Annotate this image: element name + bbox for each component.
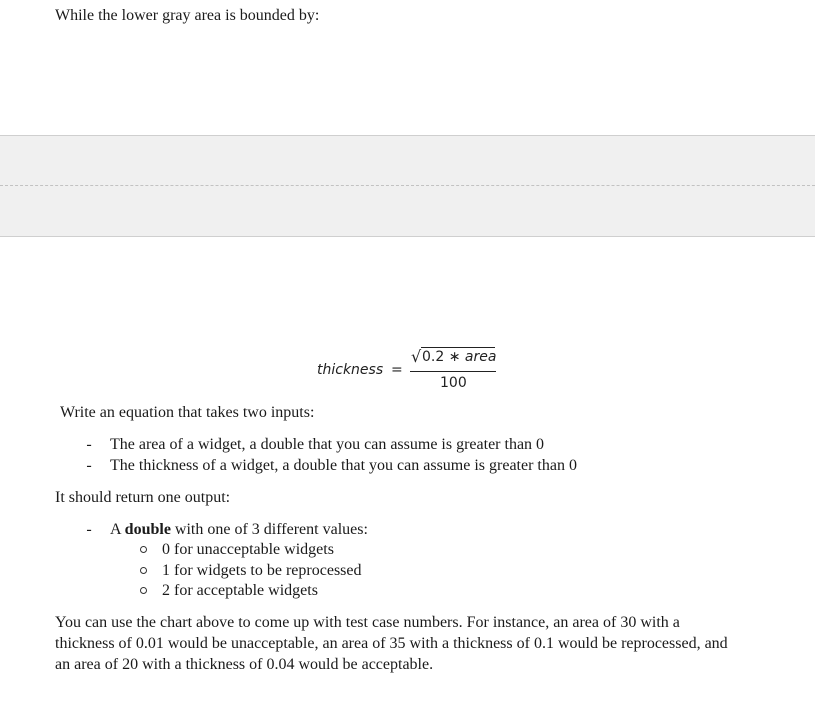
circle-bullet-icon bbox=[140, 567, 147, 574]
closing-line: an area of 20 with a thickness of 0.04 would be acceptable. bbox=[55, 656, 434, 673]
inputs-heading: Write an equation that takes two inputs: bbox=[60, 404, 315, 421]
equation-lhs: thickness bbox=[317, 362, 384, 378]
list-bullet: - bbox=[86, 436, 92, 453]
closing-line: You can use the chart above to come up with test case numbers. For instance, an area of 30 with a bbox=[55, 614, 680, 631]
outputs-heading: It should return one output: bbox=[55, 489, 231, 506]
sqrt-symbol: √ bbox=[411, 347, 422, 366]
output-item-prefix: A bbox=[110, 521, 125, 538]
output-item-bold: double bbox=[124, 521, 171, 538]
list-item-text: The thickness of a widget, a double that you can assume is greater than 0 bbox=[110, 457, 577, 474]
gray-area-band bbox=[0, 135, 815, 237]
sqrt-overline bbox=[421, 347, 495, 348]
circle-bullet-icon bbox=[140, 587, 147, 594]
intro-text: While the lower gray area is bounded by: bbox=[55, 7, 320, 24]
list-bullet: - bbox=[86, 521, 92, 538]
equation-numerator bbox=[422, 349, 496, 365]
output-item-text bbox=[110, 520, 368, 540]
output-item-suffix: with one of 3 different values: bbox=[170, 521, 368, 538]
equation-denominator: 100 bbox=[440, 375, 467, 391]
equation-equals: = bbox=[391, 362, 403, 378]
numerator-variable: area bbox=[464, 349, 497, 365]
list-bullet: - bbox=[86, 457, 92, 474]
output-value-text: 2 for acceptable widgets bbox=[162, 582, 318, 599]
circle-bullet-icon bbox=[140, 546, 147, 553]
numerator-text: 0.2 ∗ area bbox=[422, 349, 497, 365]
closing-line: thickness of 0.01 would be unacceptable, an area of 35 with a thickness of 0.1 would be reprocessed, and bbox=[55, 635, 728, 652]
list-item-text: The area of a widget, a double that you can assume is greater than 0 bbox=[110, 436, 545, 453]
output-value-text: 0 for unacceptable widgets bbox=[162, 541, 334, 558]
output-value-text: 1 for widgets to be reprocessed bbox=[162, 562, 362, 579]
dashed-divider bbox=[0, 185, 815, 186]
fraction-bar bbox=[410, 371, 496, 372]
